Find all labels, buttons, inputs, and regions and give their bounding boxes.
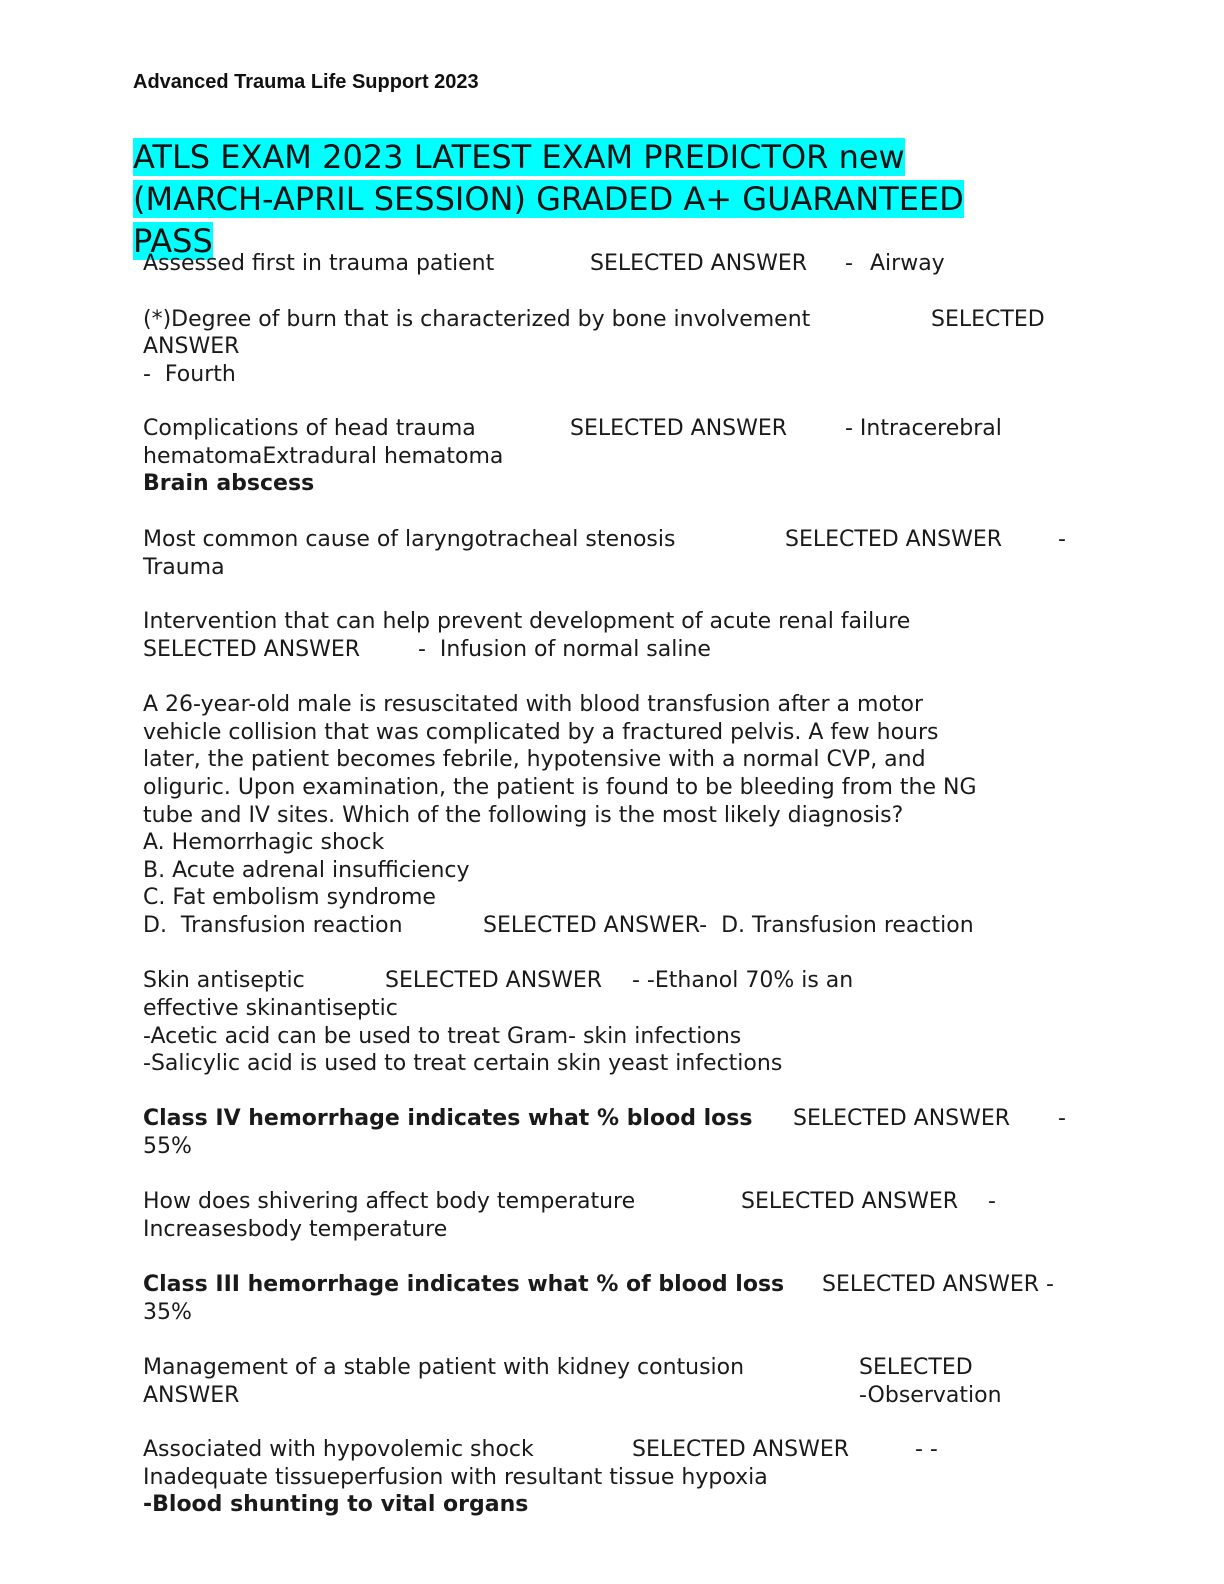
answer-dash: -	[1058, 527, 1066, 552]
answer-text: effective skinantiseptic	[143, 996, 398, 1021]
selected-answer-label: SELECTED	[931, 307, 1045, 332]
answer-dash: -	[1058, 1106, 1066, 1131]
answer-text: 35%	[143, 1300, 192, 1325]
question-text: Assessed first in trauma patient	[143, 251, 495, 276]
answer-dash: - -	[915, 1437, 938, 1462]
answer-text: Increasesbody temperature	[143, 1217, 448, 1242]
answer-text: - Fourth	[143, 362, 236, 387]
option-c: C. Fat embolism syndrome	[143, 885, 436, 910]
selected-answer-label: SELECTED ANSWER	[385, 968, 603, 993]
selected-answer-label: SELECTED ANSWER	[632, 1437, 850, 1462]
answer-text: -Blood shunting to vital organs	[143, 1492, 529, 1517]
question-text: Skin antiseptic	[143, 968, 305, 993]
answer-text: hematomaExtradural hematoma	[143, 444, 504, 469]
selected-answer-label: SELECTED ANSWER	[741, 1189, 959, 1214]
answer-text: -Observation	[859, 1383, 1002, 1408]
selected-answer-label: SELECTED ANSWER -	[822, 1272, 1054, 1297]
question-text: Intervention that can help prevent development of acute renal failure	[143, 609, 911, 634]
answer-text: - -Ethanol 70% is an	[632, 968, 854, 993]
answer-dash: -	[988, 1189, 996, 1214]
document-title	[133, 136, 1053, 262]
question-text-line: oliguric. Upon examination, the patient is found to be bleeding from the NG	[143, 775, 977, 800]
question-text: How does shivering affect body temperature	[143, 1189, 636, 1214]
answer-text: -Acetic acid can be used to treat Gram- skin infections	[143, 1024, 742, 1049]
answer-dash: -	[845, 251, 853, 276]
question-text: Class IV hemorrhage indicates what % blood loss	[143, 1106, 753, 1131]
answer-text: Airway	[870, 251, 945, 276]
question-text: Associated with hypovolemic shock	[143, 1437, 534, 1462]
question-text-line: tube and IV sites. Which of the following is the most likely diagnosis?	[143, 803, 904, 828]
question-text-line: later, the patient becomes febrile, hypotensive with a normal CVP, and	[143, 747, 926, 772]
selected-answer-label: SELECTED ANSWER	[143, 637, 361, 662]
answer-text: 55%	[143, 1134, 192, 1159]
answer-text: - Intracerebral	[845, 416, 1002, 441]
question-text: Complications of head trauma	[143, 416, 476, 441]
question-text-line: A 26-year-old male is resuscitated with blood transfusion after a motor	[143, 692, 924, 717]
question-text: Most common cause of laryngotracheal stenosis	[143, 527, 676, 552]
question-text: Class III hemorrhage indicates what % of blood loss	[143, 1272, 785, 1297]
answer-text: Inadequate tissueperfusion with resultant tissue hypoxia	[143, 1465, 768, 1490]
question-text: (*)Degree of burn that is characterized by bone involvement	[143, 307, 811, 332]
selected-answer-label: SELECTED ANSWER	[785, 527, 1003, 552]
option-d: D. Transfusion reaction	[143, 913, 403, 938]
selected-answer-label: SELECTED	[859, 1355, 973, 1380]
answer-text: -Salicylic acid is used to treat certain skin yeast infections	[143, 1051, 783, 1076]
highlighted-title-text: ATLS EXAM 2023 LATEST EXAM PREDICTOR new (MARCH-APRIL SESSION) GRADED A+ GUARANTEED PASS	[133, 138, 964, 260]
selected-answer-label: SELECTED ANSWER	[793, 1106, 1011, 1131]
answer-text: - Infusion of normal saline	[418, 637, 711, 662]
question-text: Management of a stable patient with kidney contusion	[143, 1355, 745, 1380]
document-header: Advanced Trauma Life Support 2023	[133, 71, 479, 93]
selected-answer-label: ANSWER	[143, 1383, 240, 1408]
selected-answer-label: SELECTED ANSWER	[570, 416, 788, 441]
selected-answer-label: SELECTED ANSWER	[590, 251, 808, 276]
option-a: A. Hemorrhagic shock	[143, 830, 385, 855]
answer-text: Brain abscess	[143, 471, 315, 496]
selected-answer-label: SELECTED ANSWER- D. Transfusion reaction	[483, 913, 974, 938]
selected-answer-label: ANSWER	[143, 334, 240, 359]
question-text-line: vehicle collision that was complicated by a fractured pelvis. A few hours	[143, 720, 939, 745]
answer-text: Trauma	[143, 555, 225, 580]
option-b: B. Acute adrenal insufficiency	[143, 858, 470, 883]
